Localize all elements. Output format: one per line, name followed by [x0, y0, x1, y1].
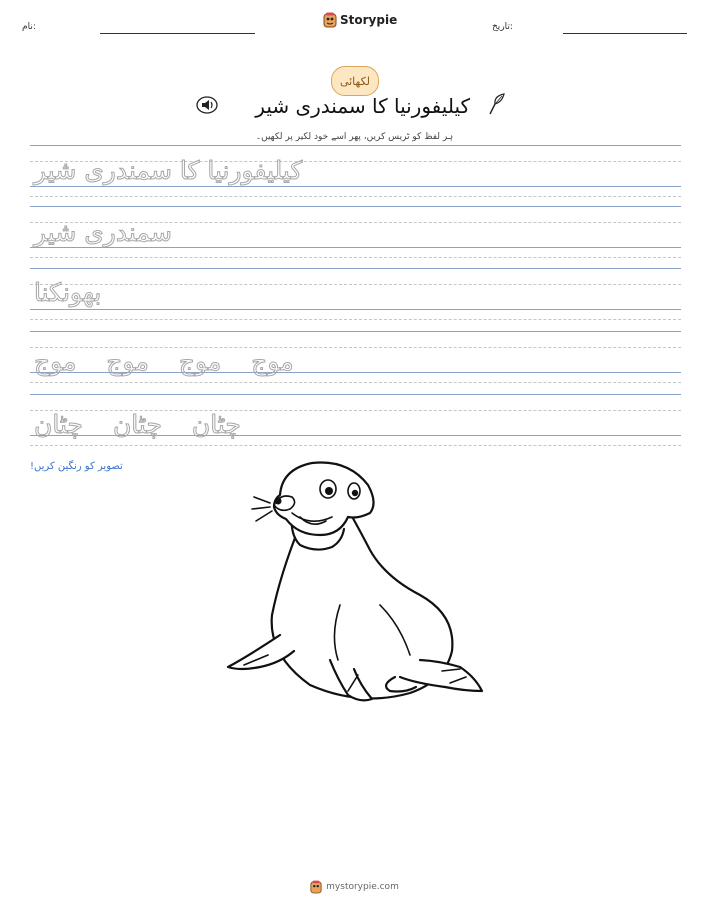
trace-word: چٹان: [112, 410, 162, 439]
rule-top: [30, 206, 681, 207]
rule-baseline: [30, 309, 681, 310]
trace-row-1[interactable]: [34, 156, 434, 185]
trace-word: موج: [251, 347, 294, 376]
trace-word: بھونکنا: [34, 278, 102, 307]
date-line[interactable]: [563, 33, 687, 34]
trace-word: چٹان: [34, 410, 83, 439]
trace-word: کیلیفورنیا کا سمندری شیر: [34, 156, 303, 185]
rule-top: [30, 394, 681, 395]
writing-badge: لکھائی: [331, 66, 379, 96]
date-label: تاریخ:: [492, 22, 513, 32]
rule-top: [30, 268, 681, 269]
trace-row-5[interactable]: [34, 410, 434, 439]
footer: [0, 880, 709, 894]
color-prompt: تصویر کو رنگین کریں!: [30, 461, 123, 472]
trace-row-2[interactable]: [34, 218, 434, 247]
name-line[interactable]: [100, 33, 255, 34]
feather-pen-icon: [486, 92, 508, 116]
worksheet-title: کیلیفورنیا کا سمندری شیر: [255, 94, 470, 118]
trace-word: چٹان: [191, 410, 241, 439]
instruction-text: ہر لفظ کو ٹریس کریں، پھر اسے خود لکیر پر لکھیں۔: [255, 132, 454, 142]
brand-name: Storypie: [340, 13, 398, 27]
rule-baseline: [30, 186, 681, 187]
trace-word: سمندری شیر: [34, 218, 172, 247]
speaker-icon[interactable]: [196, 96, 218, 114]
rule-descender: [30, 257, 681, 258]
rule-descender: [30, 382, 681, 383]
brand: [323, 12, 397, 28]
rule-top: [30, 145, 681, 146]
sea-lion-illustration[interactable]: [220, 455, 490, 715]
trace-row-4[interactable]: [34, 347, 434, 376]
rule-descender: [30, 196, 681, 197]
trace-word: موج: [106, 347, 149, 376]
storypie-logo-icon: [310, 880, 322, 894]
trace-word: موج: [178, 347, 222, 376]
rule-descender: [30, 319, 681, 320]
trace-row-3[interactable]: [34, 278, 434, 307]
footer-site[interactable]: mystorypie.com: [326, 882, 399, 892]
rule-descender: [30, 445, 681, 446]
rule-top: [30, 331, 681, 332]
trace-word: موج: [34, 347, 77, 376]
name-label: نام:: [22, 22, 36, 32]
storypie-logo-icon: [323, 12, 337, 28]
rule-baseline: [30, 247, 681, 248]
